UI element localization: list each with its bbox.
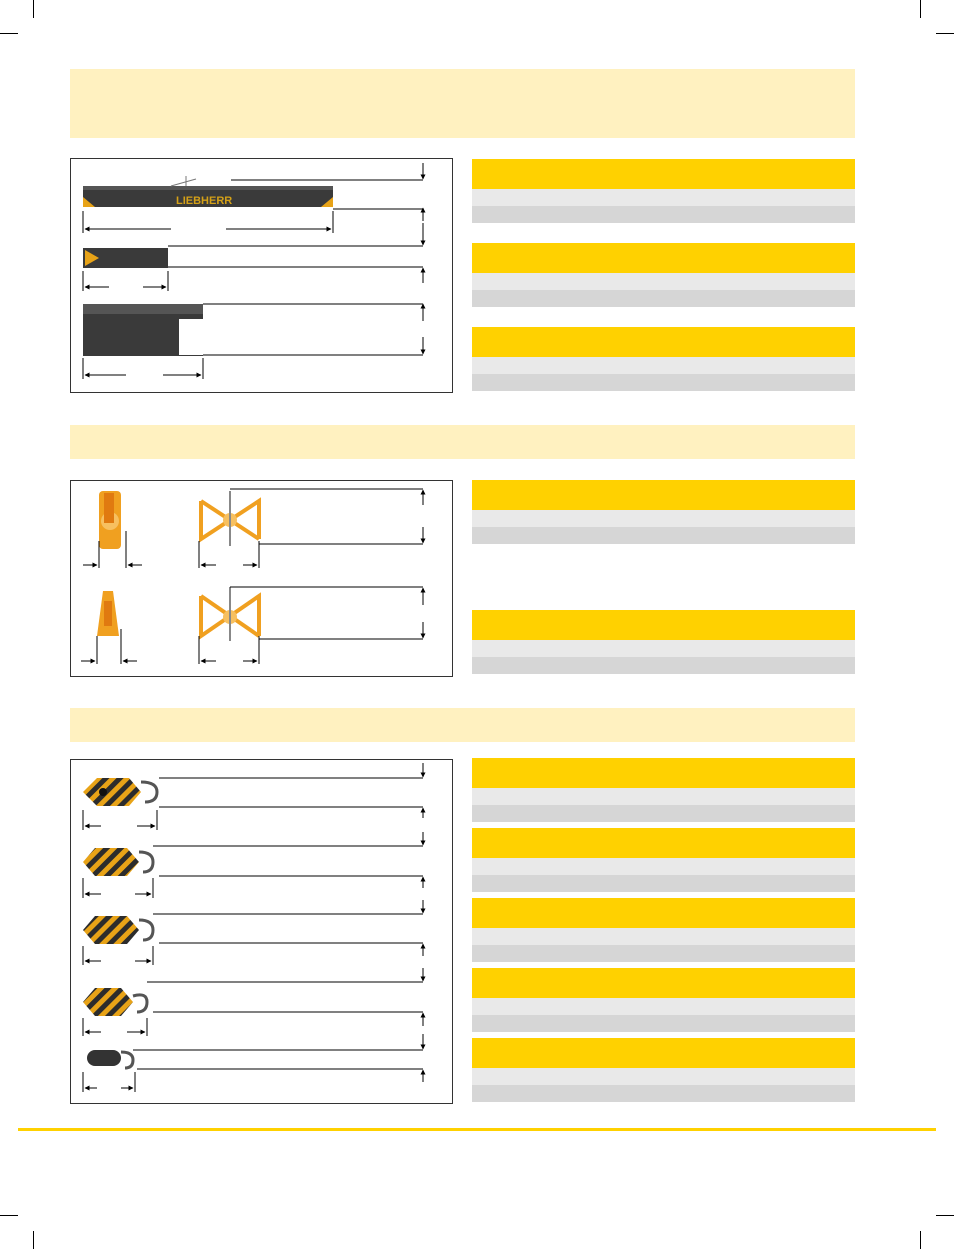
boom-drawing-panel [70, 158, 453, 393]
crop-mark-tl-v [33, 0, 34, 18]
spec-table-10 [472, 1038, 855, 1102]
hook-drawing [71, 760, 454, 1105]
support-drawing-panel [70, 480, 453, 677]
crop-mark-br-v [920, 1231, 921, 1249]
hook-drawing-panel [70, 759, 453, 1104]
liebherr-logo: LIEBHERR [176, 195, 233, 207]
crop-mark-bl-v [33, 1231, 34, 1249]
footer-rule [18, 1128, 936, 1131]
spec-table-7 [472, 828, 855, 892]
spec-table-6 [472, 758, 855, 822]
section-header-band-1 [70, 69, 855, 138]
support-side-view-icon [99, 491, 121, 549]
spec-table-5 [472, 610, 855, 674]
hook-ball-icon [87, 1050, 133, 1068]
section-header-band-2 [70, 425, 855, 459]
support-side-view-2-icon [97, 591, 119, 636]
spec-table-2 [472, 243, 855, 307]
hook-block-3-icon [83, 916, 153, 944]
crop-mark-tr-v [920, 0, 921, 18]
spec-table-4 [472, 480, 855, 544]
boom-drawing [71, 159, 454, 394]
section-header-band-3 [70, 708, 855, 742]
boom-head-icon [83, 248, 168, 268]
hook-block-icon [83, 778, 157, 806]
crop-mark-tl-h [0, 33, 18, 34]
crop-mark-br-h [936, 1215, 954, 1216]
hook-block-4-icon [83, 988, 147, 1016]
support-front-view-2-icon [201, 587, 259, 641]
spec-table-1 [472, 159, 855, 223]
hook-block-2-icon [83, 848, 153, 876]
boom-base-icon [83, 304, 203, 356]
support-drawing [71, 481, 454, 678]
crop-mark-bl-h [0, 1215, 18, 1216]
spec-table-3 [472, 327, 855, 391]
support-front-view-icon [201, 491, 259, 546]
crop-mark-tr-h [936, 33, 954, 34]
spec-table-8 [472, 898, 855, 962]
spec-table-9 [472, 968, 855, 1032]
